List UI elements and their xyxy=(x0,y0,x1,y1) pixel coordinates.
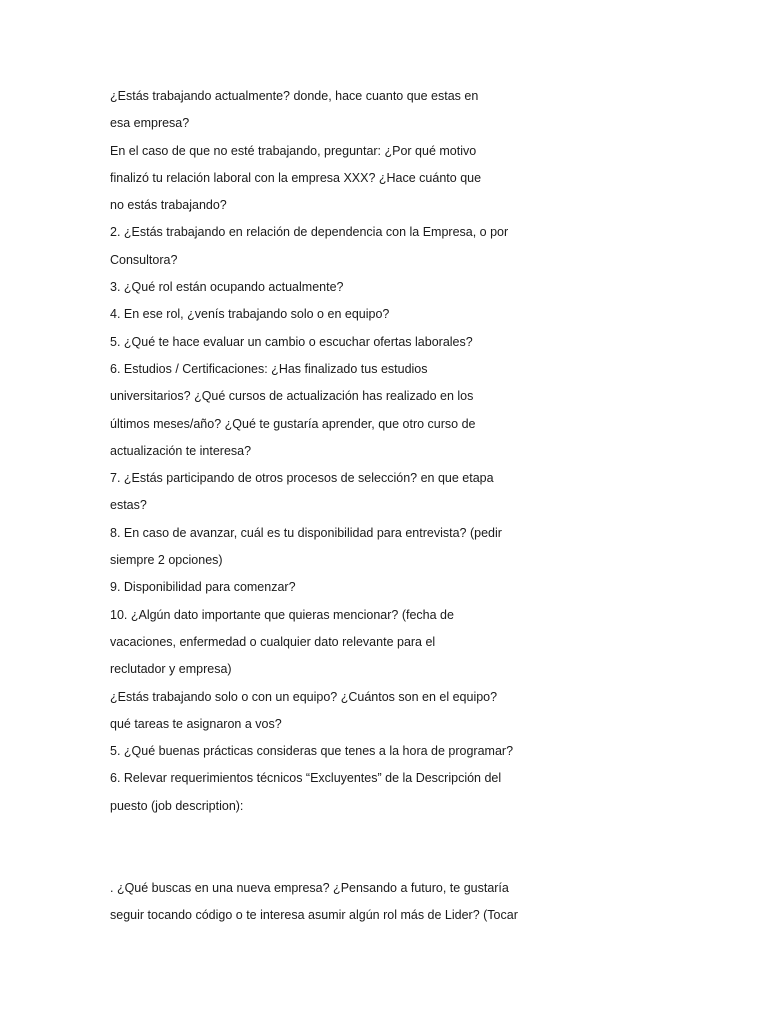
text-line: 3. ¿Qué rol están ocupando actualmente? xyxy=(110,280,344,295)
text-line: últimos meses/año? ¿Qué te gustaría aprender, que otro curso de xyxy=(110,416,476,431)
text-line: 8. En caso de avanzar, cuál es tu disponibilidad para entrevista? (pedir xyxy=(110,525,502,540)
text-line: En el caso de que no esté trabajando, preguntar: ¿Por qué motivo xyxy=(110,143,477,158)
text-line: puesto (job description): xyxy=(110,798,244,813)
document-body xyxy=(110,83,750,929)
text-line: finalizó tu relación laboral con la empresa XXX? ¿Hace cuánto que xyxy=(110,170,482,185)
text-line: 5. ¿Qué te hace evaluar un cambio o escuchar ofertas laborales? xyxy=(110,334,473,349)
text-line: siempre 2 opciones) xyxy=(110,553,223,568)
text-line: 10. ¿Algún dato importante que quieras mencionar? (fecha de xyxy=(110,607,454,622)
text-line: 9. Disponibilidad para comenzar? xyxy=(110,580,296,595)
text-line: 7. ¿Estás participando de otros procesos de selección? en que etapa xyxy=(110,471,494,486)
text-line: no estás trabajando? xyxy=(110,198,227,213)
text-line: seguir tocando código o te interesa asumir algún rol más de Lider? (Tocar xyxy=(110,907,518,922)
text-line: 2. ¿Estás trabajando en relación de dependencia con la Empresa, o por xyxy=(110,225,509,240)
text-line: esa empresa? xyxy=(110,116,190,131)
text-line: reclutador y empresa) xyxy=(110,662,232,677)
text-line: ¿Estás trabajando solo o con un equipo? ¿Cuántos son en el equipo? xyxy=(110,689,498,704)
text-line: 6. Relevar requerimientos técnicos “Excluyentes” de la Descripción del xyxy=(110,771,502,786)
text-line: 5. ¿Qué buenas prácticas consideras que tenes a la hora de programar? xyxy=(110,744,514,759)
text-line: 4. En ese rol, ¿venís trabajando solo o en equipo? xyxy=(110,307,390,322)
text-line: universitarios? ¿Qué cursos de actualización has realizado en los xyxy=(110,389,474,404)
text-line: qué tareas te asignaron a vos? xyxy=(110,716,282,731)
text-line: 6. Estudios / Certificaciones: ¿Has finalizado tus estudios xyxy=(110,361,428,376)
text-line: estas? xyxy=(110,498,147,513)
text-line: Consultora? xyxy=(110,252,178,267)
text-line: . ¿Qué buscas en una nueva empresa? ¿Pensando a futuro, te gustaría xyxy=(110,880,509,895)
text-line: ¿Estás trabajando actualmente? donde, hace cuanto que estas en xyxy=(110,89,479,103)
text-line: vacaciones, enfermedad o cualquier dato relevante para el xyxy=(110,634,436,649)
blank-space xyxy=(110,820,750,875)
text-line: actualización te interesa? xyxy=(110,443,252,458)
